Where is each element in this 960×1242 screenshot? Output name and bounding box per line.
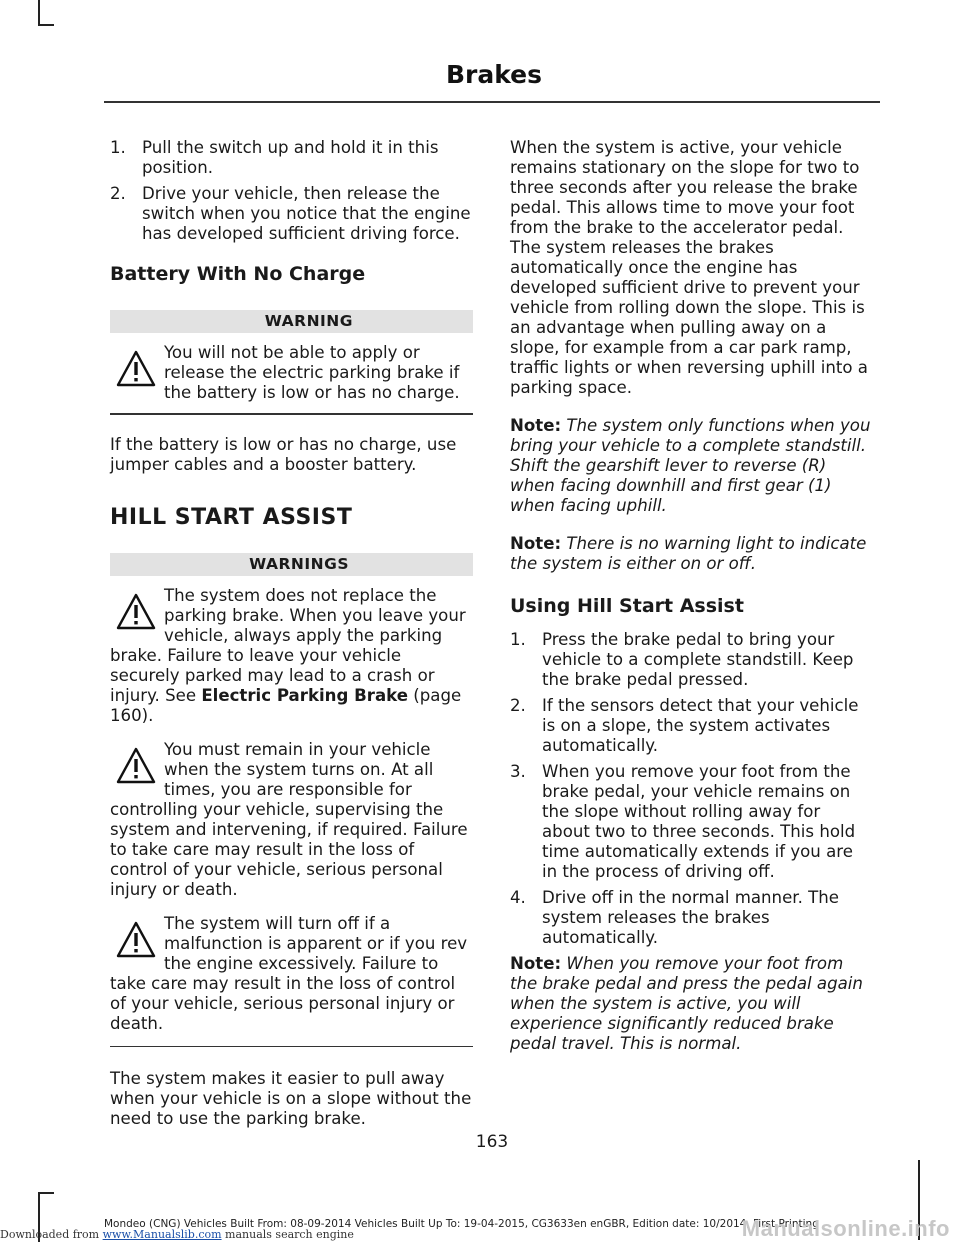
crop-mark-top-left-v [38, 0, 40, 26]
list-item: 1. Press the brake pedal to bring your vehicle to a complete standstill. Keep the brake pedal pressed. [510, 630, 854, 689]
hsa-warning-2 [110, 740, 473, 900]
note-3: Note: When you remove your foot from the brake pedal and press the pedal again when the system is active, you will experience significantly reduced brake pedal travel. This is normal. [510, 954, 863, 1053]
using-hsa-steps-list [510, 630, 873, 948]
battery-warning-label: WARNING [110, 310, 473, 333]
using-hsa-heading: Using Hill Start Assist [510, 595, 744, 617]
hsa-warning-3 [110, 914, 473, 1034]
divider [110, 413, 473, 415]
manualslib-link[interactable]: www.Manualslib.com [102, 1228, 222, 1241]
switch-steps-list [110, 138, 473, 244]
warning-triangle-icon [116, 592, 156, 632]
hsa-paragraph: The system makes it easier to pull away when your vehicle is on a slope without the need to use the parking brake. [110, 1069, 472, 1128]
download-banner: Downloaded from www.Manualslib.com manuals search engine [0, 1228, 354, 1241]
crop-mark-bottom-left-h [38, 1192, 54, 1194]
divider [110, 1046, 473, 1048]
right-column [510, 138, 873, 1054]
crop-mark-top-left-h [38, 24, 54, 26]
warning-triangle-icon [116, 349, 156, 389]
hsa-warning-2-text: You must remain in your vehicle when the system turns on. At all times, you are responsible for controlling your vehicle, supervising the system and intervening, if required. Failure to take care may result in the loss of control of your vehicle, serious personal injury or death. [110, 739, 468, 899]
header-rule [104, 101, 880, 103]
section-title: Brakes [445, 60, 542, 89]
hsa-heading: HILL START ASSIST [110, 504, 353, 530]
hsa-warning-3-text: The system will turn off if a malfunction is apparent or if you rev the engine excessively. Failure to take care may result in the loss of control of your vehicle, serious personal injury or death. [110, 913, 468, 1033]
warning-triangle-icon [116, 746, 156, 786]
page-number: 163 [475, 1132, 509, 1152]
list-item: 4. Drive off in the normal manner. The system releases the brakes automatically. [510, 888, 839, 947]
hsa-intro-paragraph: When the system is active, your vehicle remains stationary on the slope for two to three seconds after you release the brake pedal. This allows time to move your foot from the brake to the accelerator pedal. The system releases the brakes automatically once the engine has developed sufficient drive to prevent your vehicle from rolling down the slope. This is an advantage when pulling away on a slope, for example from a car park ramp, traffic lights or when reversing uphill into a parking space. [510, 138, 868, 397]
hsa-warning-1-text: The system does not replace the parking brake. When you leave your vehicle, always apply the parking brake. Failure to leave your vehicle securely parked may lead to a crash or injury. See Electric Parking Brake (page 160). [110, 585, 466, 725]
list-item: 2. If the sensors detect that your vehicle is on a slope, the system activates automatically. [510, 696, 859, 755]
list-item: 2. Drive your vehicle, then release the switch when you notice that the engine has developed sufficient driving force. [110, 184, 471, 243]
list-item: 3. When you remove your foot from the brake pedal, your vehicle remains on the slope without rolling away for about two to three seconds. This hold time automatically extends if you are in the process of driving off. [510, 762, 856, 881]
warning-triangle-icon [116, 920, 156, 960]
electric-parking-brake-link[interactable]: Electric Parking Brake [201, 685, 409, 705]
watermark-logo: Manualsonline.info [741, 1216, 950, 1241]
hsa-warning-1 [110, 586, 473, 726]
battery-heading: Battery With No Charge [110, 263, 366, 285]
left-column [110, 138, 473, 1129]
battery-paragraph: If the battery is low or has no charge, use jumper cables and a booster battery. [110, 434, 457, 474]
list-item: 1. Pull the switch up and hold it in this position. [110, 138, 439, 177]
hsa-warnings-label: WARNINGS [110, 553, 473, 576]
note-1: Note: The system only functions when you bring your vehicle to a complete standstill. Shift the gearshift lever to reverse (R) when facing downhill and first gear (1) when facing uphill. [510, 416, 871, 515]
note-2: Note: There is no warning light to indicate the system is either on or off. [510, 534, 867, 573]
battery-warning [110, 343, 473, 403]
battery-warning-text: You will not be able to apply or release the electric parking brake if the battery is low or has no charge. [164, 343, 460, 402]
footer-edition-info: Mondeo (CNG) Vehicles Built From: 08-09-2014 Vehicles Built Up To: 19-04-2015, CG3633en enGBR, Edition date: 10/2014, First Printing [104, 1218, 819, 1230]
